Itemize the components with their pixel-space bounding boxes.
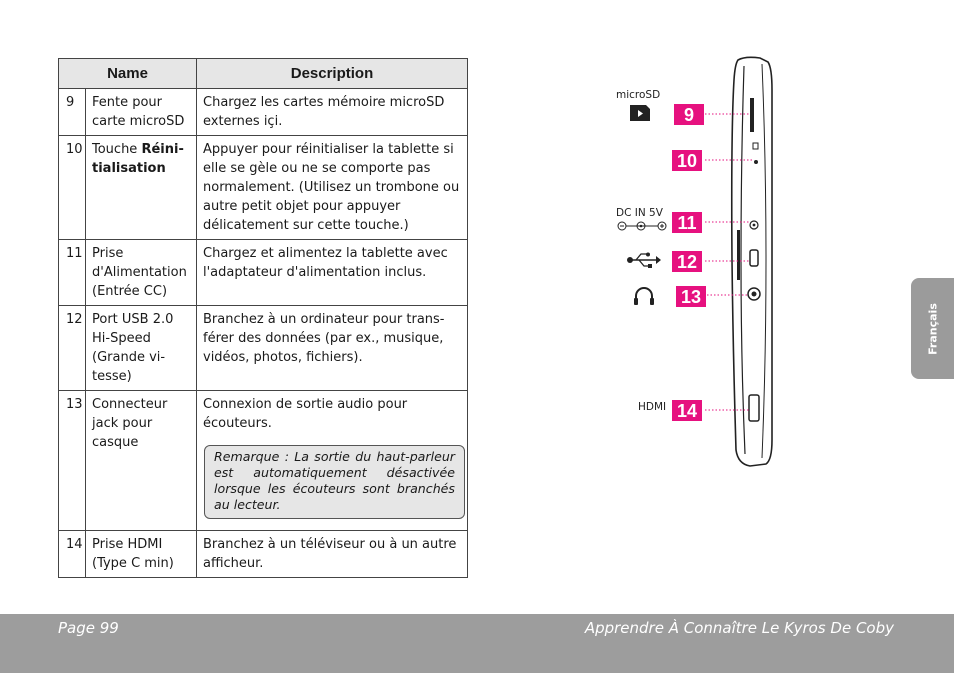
row-description: Branchez à un téléviseur ou à un autre afficheur. [197,531,468,578]
callout-badge-14: 14 [672,400,702,421]
table-row [59,240,468,306]
row-description: Appuyer pour réinitialiser la tablette si elle se gèle ou ne se comporte pas normalement. (Utilisez un trombone ou autre petit objet pour appuyer délicatement sur cette touche.) [197,136,468,240]
row-name: Prise HDMI (Type C min) [86,531,197,578]
row-number: 11 [59,240,86,306]
label-hdmi: HDMI [638,401,667,413]
row-name-bold: Réini-tialisation [92,142,184,176]
row-number: 14 [59,531,86,578]
table-row [59,89,468,136]
headphones-icon [633,286,655,306]
row-description: Chargez les cartes mémoire microSD externes içi. [197,89,468,136]
row-description-text: Connexion de sortie audio pour écouteurs. [203,397,408,431]
table-row [59,531,468,578]
microsd-card-icon [628,104,652,122]
row-name: Port USB 2.0 Hi-Speed (Grande vi-tesse) [86,306,197,391]
page-footer [0,614,954,673]
callout-badge-10: 10 [672,150,702,171]
footer-title: Apprendre À Connaître Le Kyros De Coby [584,619,894,637]
row-number: 9 [59,89,86,136]
callout-badge-13: 13 [676,286,706,307]
label-dc-in: DC IN 5V [616,207,663,219]
dc-polarity-icon [617,220,667,232]
table-row [59,391,468,531]
header-name: Name [59,59,197,89]
table-row [59,306,468,391]
callout-badge-12: 12 [672,251,702,272]
row-description: Chargez et alimentez la tablette avec l'adaptateur d'alimentation inclus. [197,240,468,306]
row-name: Prise d'Alimentation (Entrée CC) [86,240,197,306]
row-number: 10 [59,136,86,240]
row-name-prefix: Touche [92,142,142,157]
callout-badge-11: 11 [672,212,702,233]
language-tab [911,278,954,379]
ports-table [58,58,468,578]
table-row [59,136,468,240]
device-side-diagram [600,50,800,480]
language-tab-label: Français [926,302,939,355]
row-name: Connecteur jack pour casque [86,391,197,531]
row-name: Fente pour carte microSD [86,89,197,136]
row-description [197,391,468,531]
header-description: Description [197,59,468,89]
row-description: Branchez à un ordinateur pour trans-férer des données (par ex., musique, vidéos, photos, fichiers). [197,306,468,391]
label-microsd: microSD [616,89,661,101]
row-number: 12 [59,306,86,391]
row-number: 13 [59,391,86,531]
callout-badge-9: 9 [674,104,704,125]
page-number: Page 99 [58,619,119,637]
note-box: Remarque : La sortie du haut-parleur est automatiquement désactivée lorsque les écouteurs sont branchés au lecteur. [204,445,465,519]
usb-icon [626,252,662,268]
row-name [86,136,197,240]
table-header-row [59,59,468,89]
